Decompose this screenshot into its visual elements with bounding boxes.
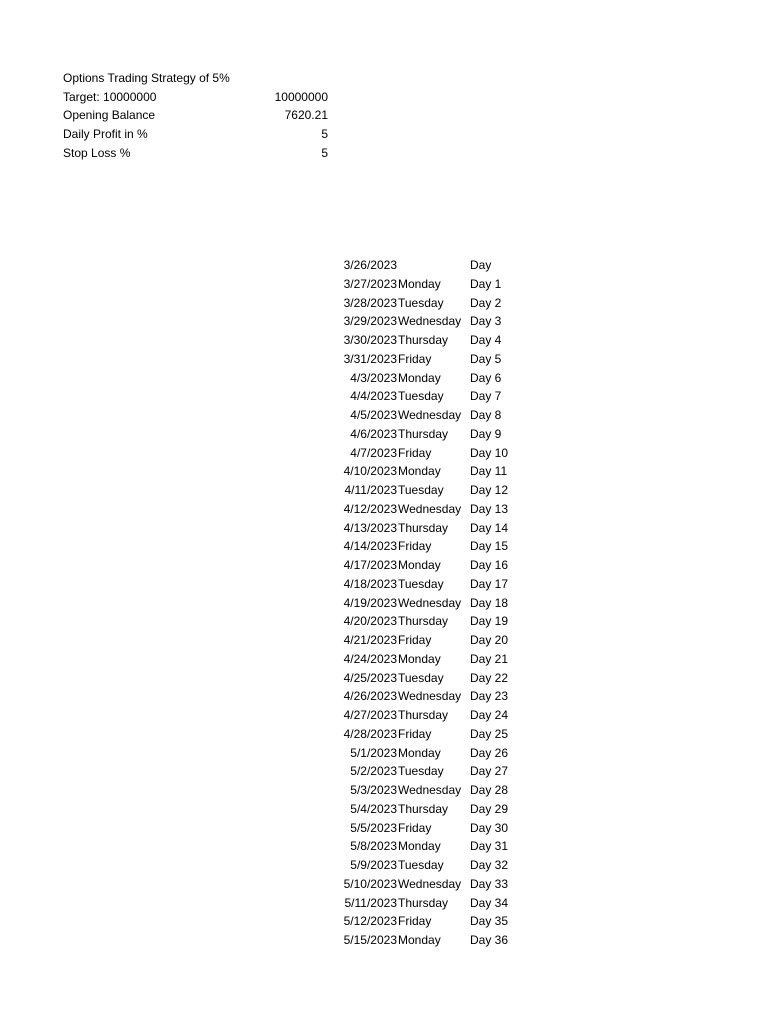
schedule-date: 4/26/2023	[343, 689, 397, 704]
schedule-day-number: Day 35	[470, 914, 509, 929]
schedule-weekday: Wednesday	[398, 408, 462, 422]
schedule-weekday: Wednesday	[398, 314, 462, 329]
parameter-value: 5	[321, 145, 328, 160]
schedule-weekday: Monday	[398, 651, 441, 666]
parameter-value: 5	[321, 127, 328, 142]
schedule-day-number: Day 26	[470, 745, 509, 760]
schedule-date: 3/31/2023	[343, 351, 397, 366]
schedule-date: 4/5/2023	[350, 408, 397, 422]
schedule-row	[333, 912, 523, 931]
schedule-row	[333, 350, 523, 369]
schedule-row	[333, 519, 523, 538]
schedule-day-number: Day 15	[470, 539, 509, 554]
schedule-date: 5/8/2023	[350, 839, 397, 854]
schedule-date: 5/2/2023	[350, 764, 397, 779]
schedule-weekday: Monday	[398, 933, 441, 947]
schedule-day-number: Day 10	[470, 445, 509, 460]
parameter-label: Target: 10000000	[63, 89, 157, 104]
schedule-day-number: Day 19	[470, 614, 509, 629]
schedule-date: 4/11/2023	[344, 483, 397, 497]
schedule-day-number: Day 14	[470, 520, 509, 535]
schedule-row	[333, 762, 523, 781]
schedule-date: 5/15/2023	[343, 933, 397, 947]
schedule-weekday: Friday	[398, 351, 432, 366]
schedule-date: 4/13/2023	[343, 520, 397, 535]
schedule-day-number: Day 20	[470, 633, 509, 647]
schedule-row	[333, 837, 523, 856]
schedule-date: 5/5/2023	[350, 820, 397, 835]
schedule-weekday: Tuesday	[398, 670, 444, 685]
schedule-day-number: Day 6	[470, 370, 502, 385]
schedule-date: 3/26/2023	[343, 258, 397, 272]
schedule-weekday: Wednesday	[398, 876, 462, 891]
schedule-weekday: Tuesday	[398, 764, 444, 779]
schedule-day-number: Day 17	[470, 576, 509, 591]
schedule-weekday: Tuesday	[398, 858, 444, 872]
schedule-weekday: Thursday	[398, 708, 449, 722]
schedule-date: 5/12/2023	[343, 914, 397, 929]
parameter-row	[63, 144, 328, 163]
schedule-row	[333, 575, 523, 594]
schedule-day-number: Day 12	[470, 483, 509, 497]
schedule-day-number: Day 33	[470, 876, 509, 891]
parameter-row	[63, 106, 328, 125]
schedule-day-number: Day 18	[470, 595, 509, 610]
schedule-date: 5/3/2023	[350, 783, 397, 797]
schedule-date: 4/27/2023	[343, 708, 397, 722]
schedule-day-number: Day 4	[470, 333, 502, 347]
schedule-row	[333, 781, 523, 800]
parameter-value: 7620.21	[284, 108, 328, 123]
schedule-row	[333, 406, 523, 425]
schedule-row	[333, 500, 523, 519]
schedule-row	[333, 931, 523, 950]
schedule-row	[333, 556, 523, 575]
schedule-date: 3/28/2023	[343, 295, 397, 310]
trading-schedule	[333, 256, 523, 950]
schedule-date: 4/20/2023	[343, 614, 397, 629]
schedule-weekday: Wednesday	[398, 689, 462, 704]
schedule-row	[333, 894, 523, 913]
schedule-row	[333, 612, 523, 631]
schedule-weekday: Monday	[398, 839, 441, 854]
schedule-weekday: Monday	[398, 276, 441, 291]
schedule-weekday: Friday	[398, 539, 432, 554]
schedule-day-number: Day 22	[470, 670, 509, 685]
schedule-date: 5/9/2023	[350, 858, 397, 872]
schedule-weekday: Friday	[398, 445, 432, 460]
schedule-weekday: Thursday	[398, 520, 449, 535]
schedule-date: 5/1/2023	[350, 745, 397, 760]
schedule-weekday: Wednesday	[398, 501, 462, 516]
schedule-row	[333, 669, 523, 688]
schedule-row	[333, 819, 523, 838]
schedule-day-number: Day 8	[470, 408, 502, 422]
schedule-row	[333, 744, 523, 763]
schedule-weekday: Thursday	[398, 895, 449, 910]
schedule-row	[333, 462, 523, 481]
schedule-row	[333, 294, 523, 313]
schedule-row	[333, 331, 523, 350]
schedule-day-number: Day 34	[470, 895, 509, 910]
schedule-weekday: Monday	[398, 558, 441, 572]
schedule-date: 4/4/2023	[350, 389, 397, 404]
schedule-weekday: Thursday	[398, 426, 449, 441]
schedule-day-number: Day 31	[470, 839, 509, 854]
parameter-row	[63, 88, 328, 107]
schedule-day-number: Day 1	[470, 276, 502, 291]
schedule-weekday: Thursday	[398, 333, 449, 347]
schedule-weekday: Tuesday	[398, 295, 444, 310]
schedule-date: 3/27/2023	[343, 276, 397, 291]
schedule-date: 5/10/2023	[343, 876, 397, 891]
schedule-day-number: Day 7	[470, 389, 502, 404]
schedule-day-number: Day 5	[470, 351, 502, 366]
schedule-date: 4/14/2023	[343, 539, 397, 554]
schedule-day-number: Day 13	[470, 501, 509, 516]
schedule-row	[333, 425, 523, 444]
schedule-row	[333, 856, 523, 875]
schedule-day-number: Day 11	[470, 464, 508, 479]
schedule-day-number: Day 30	[470, 820, 509, 835]
schedule-day-number: Day 25	[470, 726, 509, 741]
schedule-row	[333, 537, 523, 556]
schedule-date: 4/17/2023	[343, 558, 397, 572]
schedule-day-number: Day 36	[470, 933, 509, 947]
parameter-label: Opening Balance	[63, 108, 156, 123]
schedule-date: 4/21/2023	[343, 633, 397, 647]
schedule-row	[333, 369, 523, 388]
schedule-day-number: Day 32	[470, 858, 509, 872]
schedule-day-number: Day 9	[470, 426, 502, 441]
schedule-date: 4/10/2023	[343, 464, 397, 479]
schedule-weekday: Friday	[398, 726, 432, 741]
schedule-date: 4/24/2023	[343, 651, 397, 666]
schedule-weekday	[397, 256, 470, 275]
schedule-row	[333, 650, 523, 669]
schedule-day-number: Day 27	[470, 764, 509, 779]
schedule-weekday: Monday	[398, 745, 441, 760]
schedule-row	[333, 706, 523, 725]
schedule-weekday: Thursday	[398, 801, 449, 816]
schedule-weekday: Friday	[398, 820, 432, 835]
schedule-weekday: Tuesday	[398, 389, 444, 404]
schedule-weekday: Thursday	[398, 614, 449, 629]
parameter-label: Stop Loss %	[63, 145, 131, 160]
schedule-date: 4/7/2023	[350, 445, 397, 460]
schedule-day-number: Day 16	[470, 558, 509, 572]
schedule-day-number: Day	[470, 258, 492, 272]
schedule-row	[333, 444, 523, 463]
schedule-row	[333, 631, 523, 650]
schedule-date: 4/18/2023	[343, 576, 397, 591]
schedule-weekday: Tuesday	[398, 483, 444, 497]
schedule-day-number: Day 24	[470, 708, 509, 722]
schedule-row	[333, 275, 523, 294]
schedule-date: 4/6/2023	[350, 426, 397, 441]
schedule-weekday: Tuesday	[398, 576, 444, 591]
schedule-row	[333, 481, 523, 500]
schedule-weekday: Friday	[398, 633, 432, 647]
schedule-date: 4/25/2023	[343, 670, 397, 685]
schedule-weekday: Wednesday	[398, 595, 462, 610]
schedule-row	[333, 800, 523, 819]
parameter-list	[63, 88, 328, 163]
sheet-title: Options Trading Strategy of 5%	[63, 71, 230, 85]
schedule-day-number: Day 2	[470, 295, 502, 310]
schedule-row	[333, 725, 523, 744]
parameter-row	[63, 125, 328, 144]
schedule-day-number: Day 23	[470, 689, 509, 704]
schedule-row	[333, 687, 523, 706]
schedule-row	[333, 256, 523, 275]
schedule-weekday: Monday	[398, 370, 441, 385]
schedule-date: 5/11/2023	[344, 895, 397, 910]
schedule-day-number: Day 28	[470, 783, 509, 797]
schedule-row	[333, 875, 523, 894]
schedule-weekday: Friday	[398, 914, 432, 929]
schedule-date: 3/30/2023	[343, 333, 397, 347]
schedule-row	[333, 312, 523, 331]
strategy-parameters	[63, 69, 328, 162]
schedule-date: 4/12/2023	[343, 501, 397, 516]
parameter-label: Daily Profit in %	[63, 127, 148, 142]
schedule-date: 5/4/2023	[350, 801, 397, 816]
schedule-date: 4/28/2023	[343, 726, 397, 741]
schedule-day-number: Day 29	[470, 801, 509, 816]
schedule-row	[333, 387, 523, 406]
parameter-value: 10000000	[274, 89, 328, 104]
schedule-date: 4/3/2023	[350, 370, 397, 385]
schedule-day-number: Day 3	[470, 314, 502, 329]
schedule-day-number: Day 21	[470, 651, 509, 666]
schedule-row	[333, 594, 523, 613]
schedule-date: 4/19/2023	[343, 595, 397, 610]
schedule-weekday: Monday	[398, 464, 441, 479]
schedule-weekday: Wednesday	[398, 783, 462, 797]
schedule-date: 3/29/2023	[343, 314, 397, 329]
